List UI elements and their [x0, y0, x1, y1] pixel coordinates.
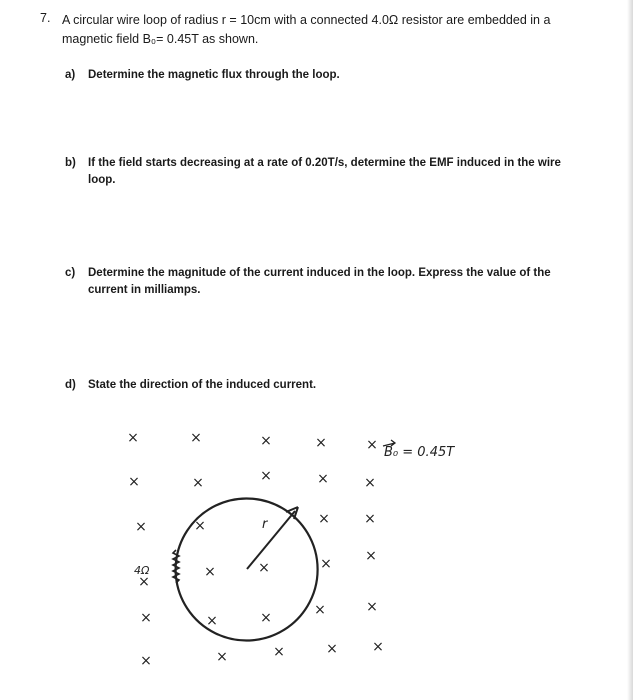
part-b-text: If the field starts decreasing at a rate of 0.20T/s, determine the EMF induced in the wire loop. — [88, 157, 561, 186]
field-cross: × — [127, 430, 139, 446]
page-edge-shadow — [627, 0, 633, 700]
field-cross: × — [260, 468, 272, 484]
field-cross: × — [260, 433, 272, 449]
field-cross: × — [364, 511, 376, 527]
field-cross: × — [372, 639, 384, 655]
field-cross: × — [135, 519, 147, 535]
part-d-text: State the direction of the induced current. — [88, 379, 317, 391]
field-cross: × — [314, 602, 326, 618]
field-cross: × — [216, 649, 228, 665]
part-b-letter: b) — [65, 157, 76, 169]
radius-label: r — [262, 517, 268, 532]
question-number: 7. — [40, 11, 51, 25]
field-cross: × — [315, 435, 327, 451]
field-cross: × — [317, 471, 329, 487]
field-cross: × — [260, 610, 272, 626]
field-cross: × — [320, 556, 332, 572]
part-d-letter: d) — [65, 379, 76, 391]
part-a-letter: a) — [65, 69, 76, 81]
field-cross: × — [194, 518, 206, 534]
field-cross: × — [204, 564, 216, 580]
field-crosses — [127, 430, 384, 669]
part-a-text: Determine the magnetic flux through the loop. — [88, 69, 340, 81]
field-cross: × — [138, 574, 150, 590]
field-cross: × — [190, 430, 202, 446]
field-cross: × — [128, 474, 140, 490]
field-cross: × — [365, 548, 377, 564]
field-cross: × — [140, 610, 152, 626]
field-cross: × — [258, 560, 270, 576]
part-c-letter: c) — [65, 267, 76, 279]
field-cross: × — [364, 475, 376, 491]
field-cross: × — [206, 613, 218, 629]
question-line-1: A circular wire loop of radius r = 10cm with a connected 4.0Ω resistor are embedded in a — [62, 13, 551, 27]
radius-line — [247, 511, 295, 569]
field-cross: × — [140, 653, 152, 669]
field-cross: × — [366, 599, 378, 615]
resistor-label: 4Ω — [134, 564, 150, 577]
field-cross: × — [318, 511, 330, 527]
field-cross: × — [273, 644, 285, 660]
question-line-2: magnetic field B₀= 0.45T as shown. — [62, 32, 259, 46]
field-cross: × — [366, 437, 378, 453]
field-cross: × — [326, 641, 338, 657]
field-label: B₀ = 0.45T — [384, 445, 455, 460]
field-cross: × — [192, 475, 204, 491]
part-c-text: Determine the magnitude of the current induced in the loop. Express the value of the current in milliamps. — [88, 267, 551, 296]
